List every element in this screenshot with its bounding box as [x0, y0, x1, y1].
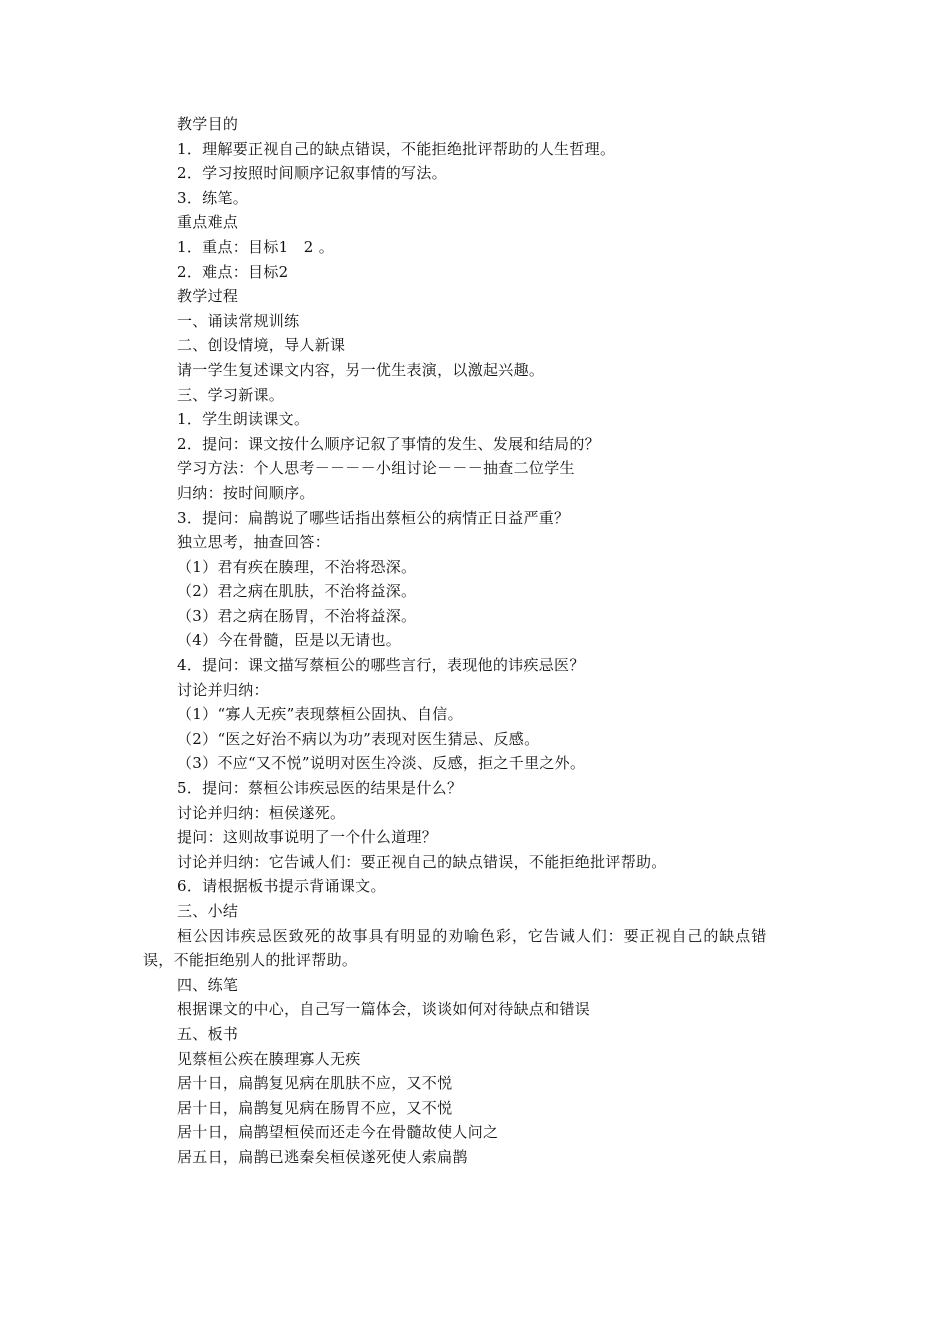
text-line: （2）“医之好治不病以为功”表现对医生猜忌、反感。	[177, 729, 540, 748]
text-line: 4．提问：课文描写蔡桓公的哪些言行，表现他的讳疾忌医？	[177, 656, 585, 675]
text-line: 讨论并归纳：桓侯遂死。	[177, 803, 346, 822]
text-line: （3）君之病在肠胃，不治将益深。	[177, 606, 417, 625]
text-line: 1．理解要正视自己的缺点错误，不能拒绝批评帮助的人生哲理。	[177, 139, 616, 158]
text-line: 教学目的	[177, 115, 239, 133]
text-line: 二、创设情境，导人新课	[177, 336, 346, 355]
text-line: 重点难点	[177, 213, 239, 232]
text-line: 1．重点：目标1 2 。	[177, 237, 334, 256]
text-line: 2．学习按照时间顺序记叙事情的写法。	[177, 164, 447, 183]
text-line: 5．提问：蔡桓公讳疾忌医的结果是什么？	[177, 779, 463, 798]
text-line: （4）今在骨髓，臣是以无请也。	[177, 631, 402, 650]
text-line: （1）君有疾在腠理，不治将恐深。	[177, 557, 417, 576]
text-line: 讨论并归纳：它告诫人们：要正视自己的缺点错误，不能拒绝批评帮助。	[177, 852, 667, 871]
text-line: 请一学生复述课文内容，另一优生表演，以激起兴趣。	[177, 360, 545, 379]
text-line: 见蔡桓公疾在腠理寡人无疾	[177, 1049, 361, 1068]
document-body-continued	[0, 973, 950, 1170]
text-line: 居十日，扁鹊复见病在肠胃不应，又不悦	[177, 1098, 453, 1117]
text-line: 三、学习新课。	[177, 385, 285, 404]
text-line: 2．难点：目标2	[177, 262, 289, 281]
text-line: 独立思考，抽查回答：	[177, 533, 331, 552]
text-line: （1）“寡人无疾”表现蔡桓公固执、自信。	[177, 705, 463, 724]
text-line: 3．练笔。	[177, 188, 249, 207]
text-line: 三、小结	[177, 902, 239, 920]
text-line: 教学过程	[177, 287, 239, 306]
text-line: （3）不应“又不悦”说明对医生冷淡、反感，拒之千里之外。	[177, 754, 586, 773]
text-line: 居十日，扁鹊望桓侯而还走今在骨髓故使人问之	[177, 1123, 499, 1142]
text-line: 归纳：按时间顺序。	[177, 483, 315, 502]
text-line: 6．请根据板书提示背诵课文。	[177, 877, 386, 896]
text-line: 居五日，扁鹊已逃秦矣桓侯遂死使人索扁鹊	[177, 1147, 468, 1166]
text-line: （2）君之病在肌肤，不治将益深。	[177, 582, 417, 601]
text-line: 根据课文的中心，自己写一篇体会，谈谈如何对待缺点和错误	[177, 1000, 591, 1019]
text-line: 2．提问：课文按什么顺序记叙了事情的发生、发展和结局的？	[177, 434, 600, 453]
text-line: 3．提问：扁鹊说了哪些话指出蔡桓公的病情正日益严重？	[177, 508, 570, 527]
text-line: 一、诵读常规训练	[177, 311, 300, 330]
text-line: 1．学生朗读课文。	[177, 410, 310, 429]
summary-paragraph-line-2: 误，不能拒绝别人的批评帮助。	[143, 951, 358, 970]
document-body	[0, 112, 950, 924]
text-line: 提问：这则故事说明了一个什么道理？	[177, 828, 438, 847]
text-line: 四、练笔	[177, 975, 239, 994]
text-line: 五、板书	[177, 1024, 239, 1043]
text-line: 居十日，扁鹊复见病在肌肤不应，又不悦	[177, 1074, 453, 1093]
text-line: 学习方法：个人思考－－－－小组讨论－－－抽查二位学生	[177, 459, 575, 478]
document-page	[0, 112, 950, 1170]
text-line: 讨论并归纳：	[177, 680, 269, 699]
summary-paragraph-line-1: 桓公因讳疾忌医致死的故事具有明显的劝喻色彩，它告诫人们：要正视自己的缺点错	[177, 926, 768, 945]
